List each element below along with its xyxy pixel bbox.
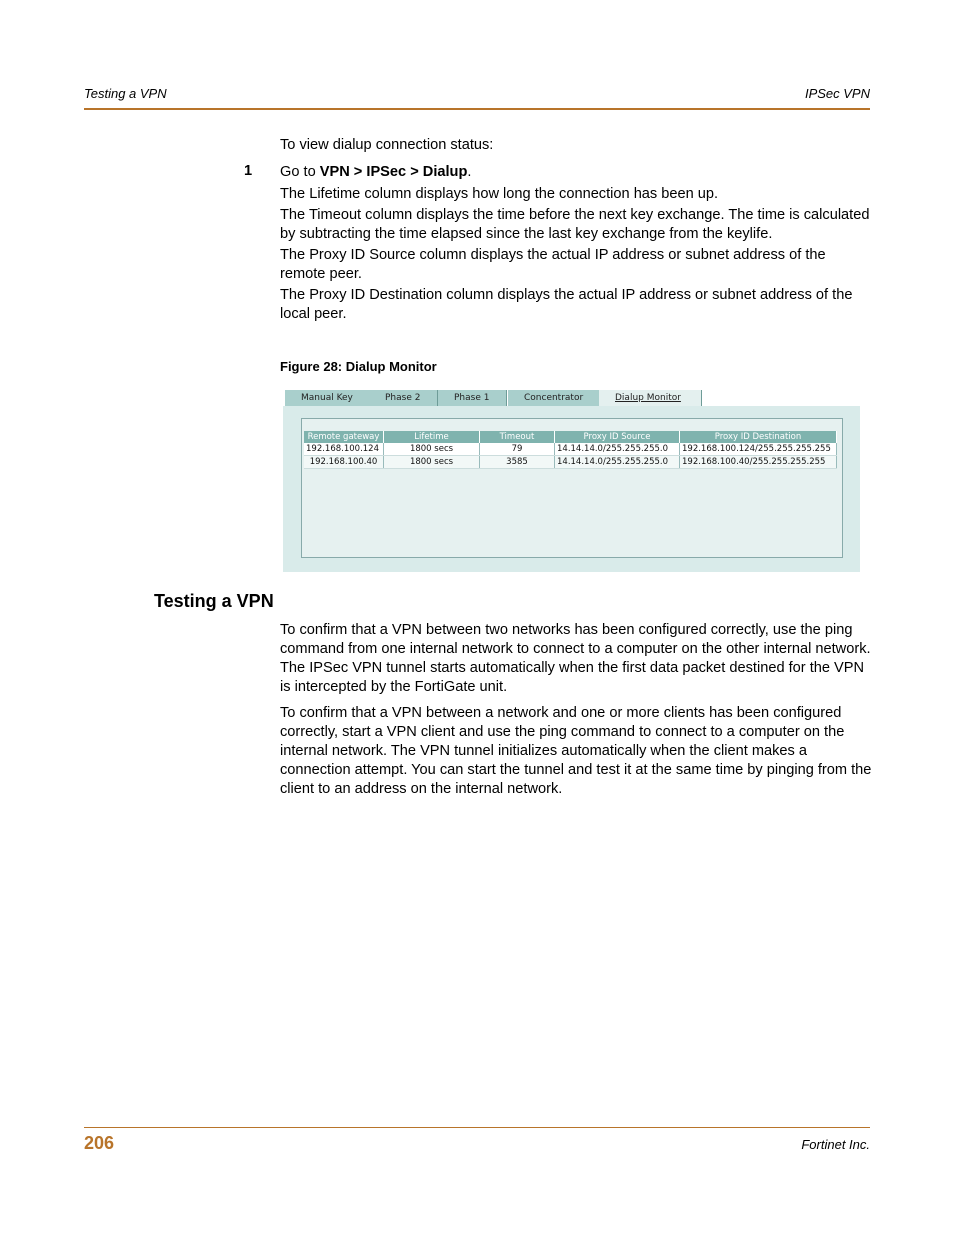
tab-phase-1[interactable]: Phase 1 bbox=[438, 390, 507, 406]
cell-proxy-source: 14.14.14.0/255.255.255.0 bbox=[555, 456, 680, 469]
cell-remote-gateway: 192.168.100.40 bbox=[304, 456, 384, 469]
table-row[interactable] bbox=[304, 443, 837, 456]
menu-path: VPN > IPSec > Dialup bbox=[319, 164, 468, 180]
intro-text: To view dialup connection status: bbox=[280, 137, 494, 153]
col-proxy-id-source[interactable]: Proxy ID Source bbox=[555, 431, 680, 443]
column-descriptions bbox=[280, 185, 872, 324]
dialup-table bbox=[304, 431, 837, 469]
col-remote-gateway[interactable]: Remote gateway bbox=[304, 431, 384, 443]
table-header-row bbox=[304, 431, 837, 443]
paragraph-client-test: To confirm that a VPN between a network and one or more clients has been configured correctly, start a VPN client and use the ping command to connect to a computer on the internal network. The VPN tunnel initializes automatically when the client makes a connection attempt. You can start the tunnel and test it at the same time by pinging from the client to an address on the internal network. bbox=[280, 705, 872, 797]
cell-lifetime: 1800 secs bbox=[384, 443, 480, 456]
paragraph-proxy-destination: The Proxy ID Destination column displays the actual IP address or subnet address of the local peer. bbox=[280, 287, 853, 322]
running-header-right: IPSec VPN bbox=[804, 86, 870, 101]
header-rule bbox=[84, 108, 870, 110]
cell-proxy-source: 14.14.14.0/255.255.255.0 bbox=[555, 443, 680, 456]
tab-phase-2[interactable]: Phase 2 bbox=[369, 390, 438, 406]
step-prefix: Go to bbox=[280, 164, 320, 180]
connection-list bbox=[301, 418, 843, 558]
step-instruction bbox=[280, 163, 872, 182]
col-proxy-id-destination[interactable]: Proxy ID Destination bbox=[680, 431, 837, 443]
paragraph-lifetime: The Lifetime column displays how long the connection has been up. bbox=[280, 186, 719, 202]
page-number: 206 bbox=[84, 1133, 115, 1153]
running-header-left: Testing a VPN bbox=[84, 86, 167, 101]
step-number: 1 bbox=[244, 163, 253, 179]
footer-rule bbox=[84, 1127, 870, 1128]
step-suffix: . bbox=[467, 164, 472, 180]
cell-proxy-destination: 192.168.100.40/255.255.255.255 bbox=[680, 456, 837, 469]
table-row[interactable] bbox=[304, 456, 837, 469]
cell-timeout: 79 bbox=[480, 443, 555, 456]
footer-company: Fortinet Inc. bbox=[801, 1137, 870, 1152]
tab-bar bbox=[283, 389, 860, 406]
col-timeout[interactable]: Timeout bbox=[480, 431, 555, 443]
monitor-panel bbox=[283, 406, 860, 572]
section-body bbox=[280, 621, 872, 799]
tab-dialup-monitor[interactable]: Dialup Monitor bbox=[599, 390, 702, 406]
cell-proxy-destination: 192.168.100.124/255.255.255.255 bbox=[680, 443, 837, 456]
tab-concentrator[interactable]: Concentrator bbox=[508, 390, 603, 406]
section-title: Testing a VPN bbox=[154, 591, 274, 611]
tab-manual-key[interactable]: Manual Key bbox=[285, 390, 378, 406]
cell-timeout: 3585 bbox=[480, 456, 555, 469]
paragraph-timeout: The Timeout column displays the time before the next key exchange. The time is calculated by subtracting the time elapsed since the last key exchange from the keylife. bbox=[280, 207, 870, 242]
paragraph-proxy-source: The Proxy ID Source column displays the actual IP address or subnet address of the remote peer. bbox=[280, 247, 826, 282]
cell-lifetime: 1800 secs bbox=[384, 456, 480, 469]
figure-caption: Figure 28: Dialup Monitor bbox=[280, 359, 437, 374]
dialup-monitor-screenshot bbox=[283, 389, 860, 572]
col-lifetime[interactable]: Lifetime bbox=[384, 431, 480, 443]
cell-remote-gateway: 192.168.100.124 bbox=[304, 443, 384, 456]
paragraph-network-test: To confirm that a VPN between two networks has been configured correctly, use the ping command from one internal network to connect to a computer on the other internal network. The IPSec VPN tunnel starts automatically when the first data packet destined for the VPN is intercepted by the FortiGate unit. bbox=[280, 622, 871, 695]
